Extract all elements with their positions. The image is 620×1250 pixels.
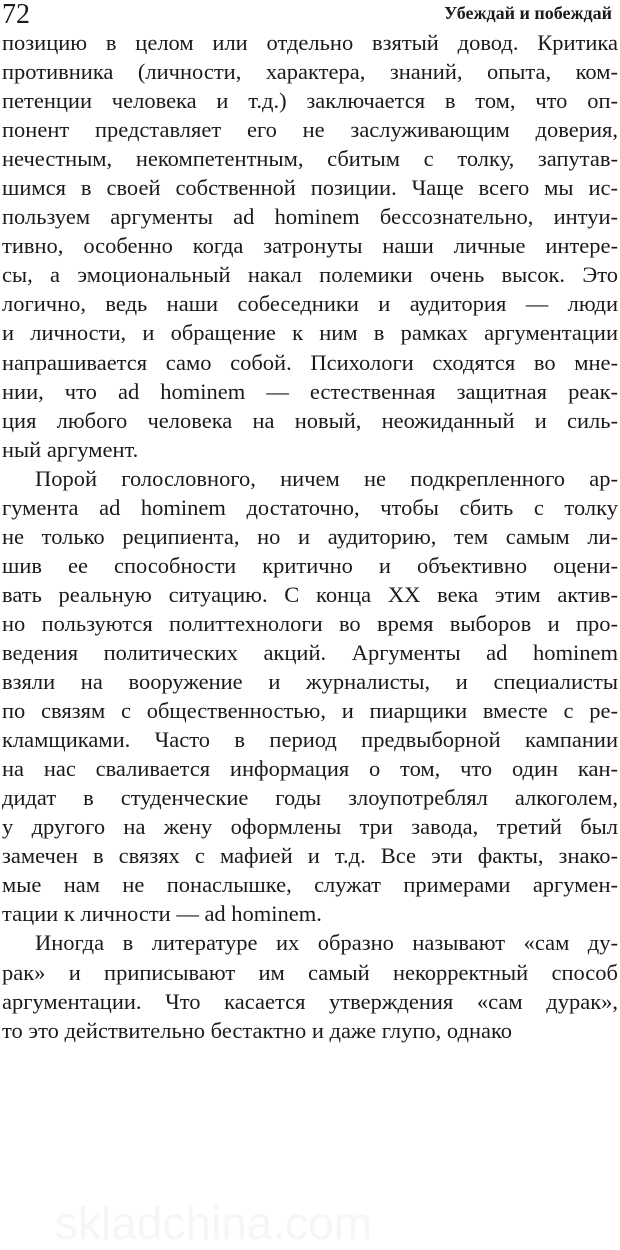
text-line: дидат в студенческие годы злоупотреблял алкоголем, [2,785,618,811]
text-line: замечен в связях с мафией и т.д. Все эти факты, знако- [2,843,618,869]
paragraph [2,28,618,464]
text-line: нечестным, некомпетентным, сбитым с толку, запутав- [2,146,618,172]
paragraph [2,464,618,929]
text-line: и личности, и обращение к ним в рамках аргументации [2,320,618,346]
text-line: рак» и приписывают им самый некорректный способ [2,959,618,985]
text-line: нии, что ad hominem — естественная защитная реак- [2,378,618,404]
text-line: Порой голословного, ничем не подкрепленного ар- [35,465,618,491]
text-line: сы, а эмоциональный накал полемики очень высок. Это [2,262,618,288]
text-line: логично, ведь наши собеседники и аудитория — люди [2,291,618,317]
text-line: пользуем аргументы ad hominem бессознательно, интуи- [2,204,618,230]
text-line: взяли на вооружение и журналисты, и специалисты [2,669,618,695]
text-line: петенции человека и т.д.) заключается в том, что оп- [2,88,618,114]
text-line: вать реальную ситуацию. С конца XX века этим актив- [2,581,618,607]
text-line: не только реципиента, но и аудиторию, тем самым ли- [2,523,618,549]
text-line: шив ее способности критично и объективно оцени- [2,552,618,578]
text-line: позицию в целом или отдельно взятый довод. Критика [2,30,618,55]
text-line: тации к личности — ad hominem. [2,901,322,927]
text-line: мые нам не понаслышке, служат примерами аргумен- [2,872,618,898]
text-line: на нас сваливается информация о том, что один кан- [2,756,618,782]
text-line: напрашивается само собой. Психологи сходятся во мне- [2,349,618,375]
running-title: Убеждай и побеждай [444,3,612,23]
text-line: по связям с общественностью, и пиарщики вместе с ре- [2,698,618,724]
text-line: но пользуются политтехнологи во время выборов и про- [2,610,618,636]
text-line: ция любого человека на новый, неожиданный и силь- [2,407,618,433]
text-line: ный аргумент. [2,436,139,462]
text-line: то это действительно бестактно и даже глупо, однако [2,1017,513,1043]
text-line: аргументации. Что касается утверждения «сам дурак», [2,988,618,1014]
text-line: понент представляет его не заслуживающим доверия, [2,117,618,143]
text-line: ведения политических акций. Аргументы ad hominem [2,639,618,665]
text-line: у другого на жену оформлены три завода, третий был [2,814,618,840]
body-text [2,28,618,1045]
text-line: Иногда в литературе их образно называют «сам ду- [35,930,618,956]
text-line: кламщиками. Часто в период предвыборной кампании [2,727,618,753]
paragraph [2,928,618,1044]
page-number: 72 [2,0,30,30]
text-line: шимся в своей собственной позиции. Чаще всего мы ис- [2,175,618,201]
text-line: тивно, особенно когда затронуты наши личные интере- [2,233,618,259]
watermark: skladchina.com [55,1197,373,1249]
text-line: гумента ad hominem достаточно, чтобы сбить с толку [2,494,618,520]
text-line: противника (личности, характера, знаний, опыта, ком- [2,59,618,85]
